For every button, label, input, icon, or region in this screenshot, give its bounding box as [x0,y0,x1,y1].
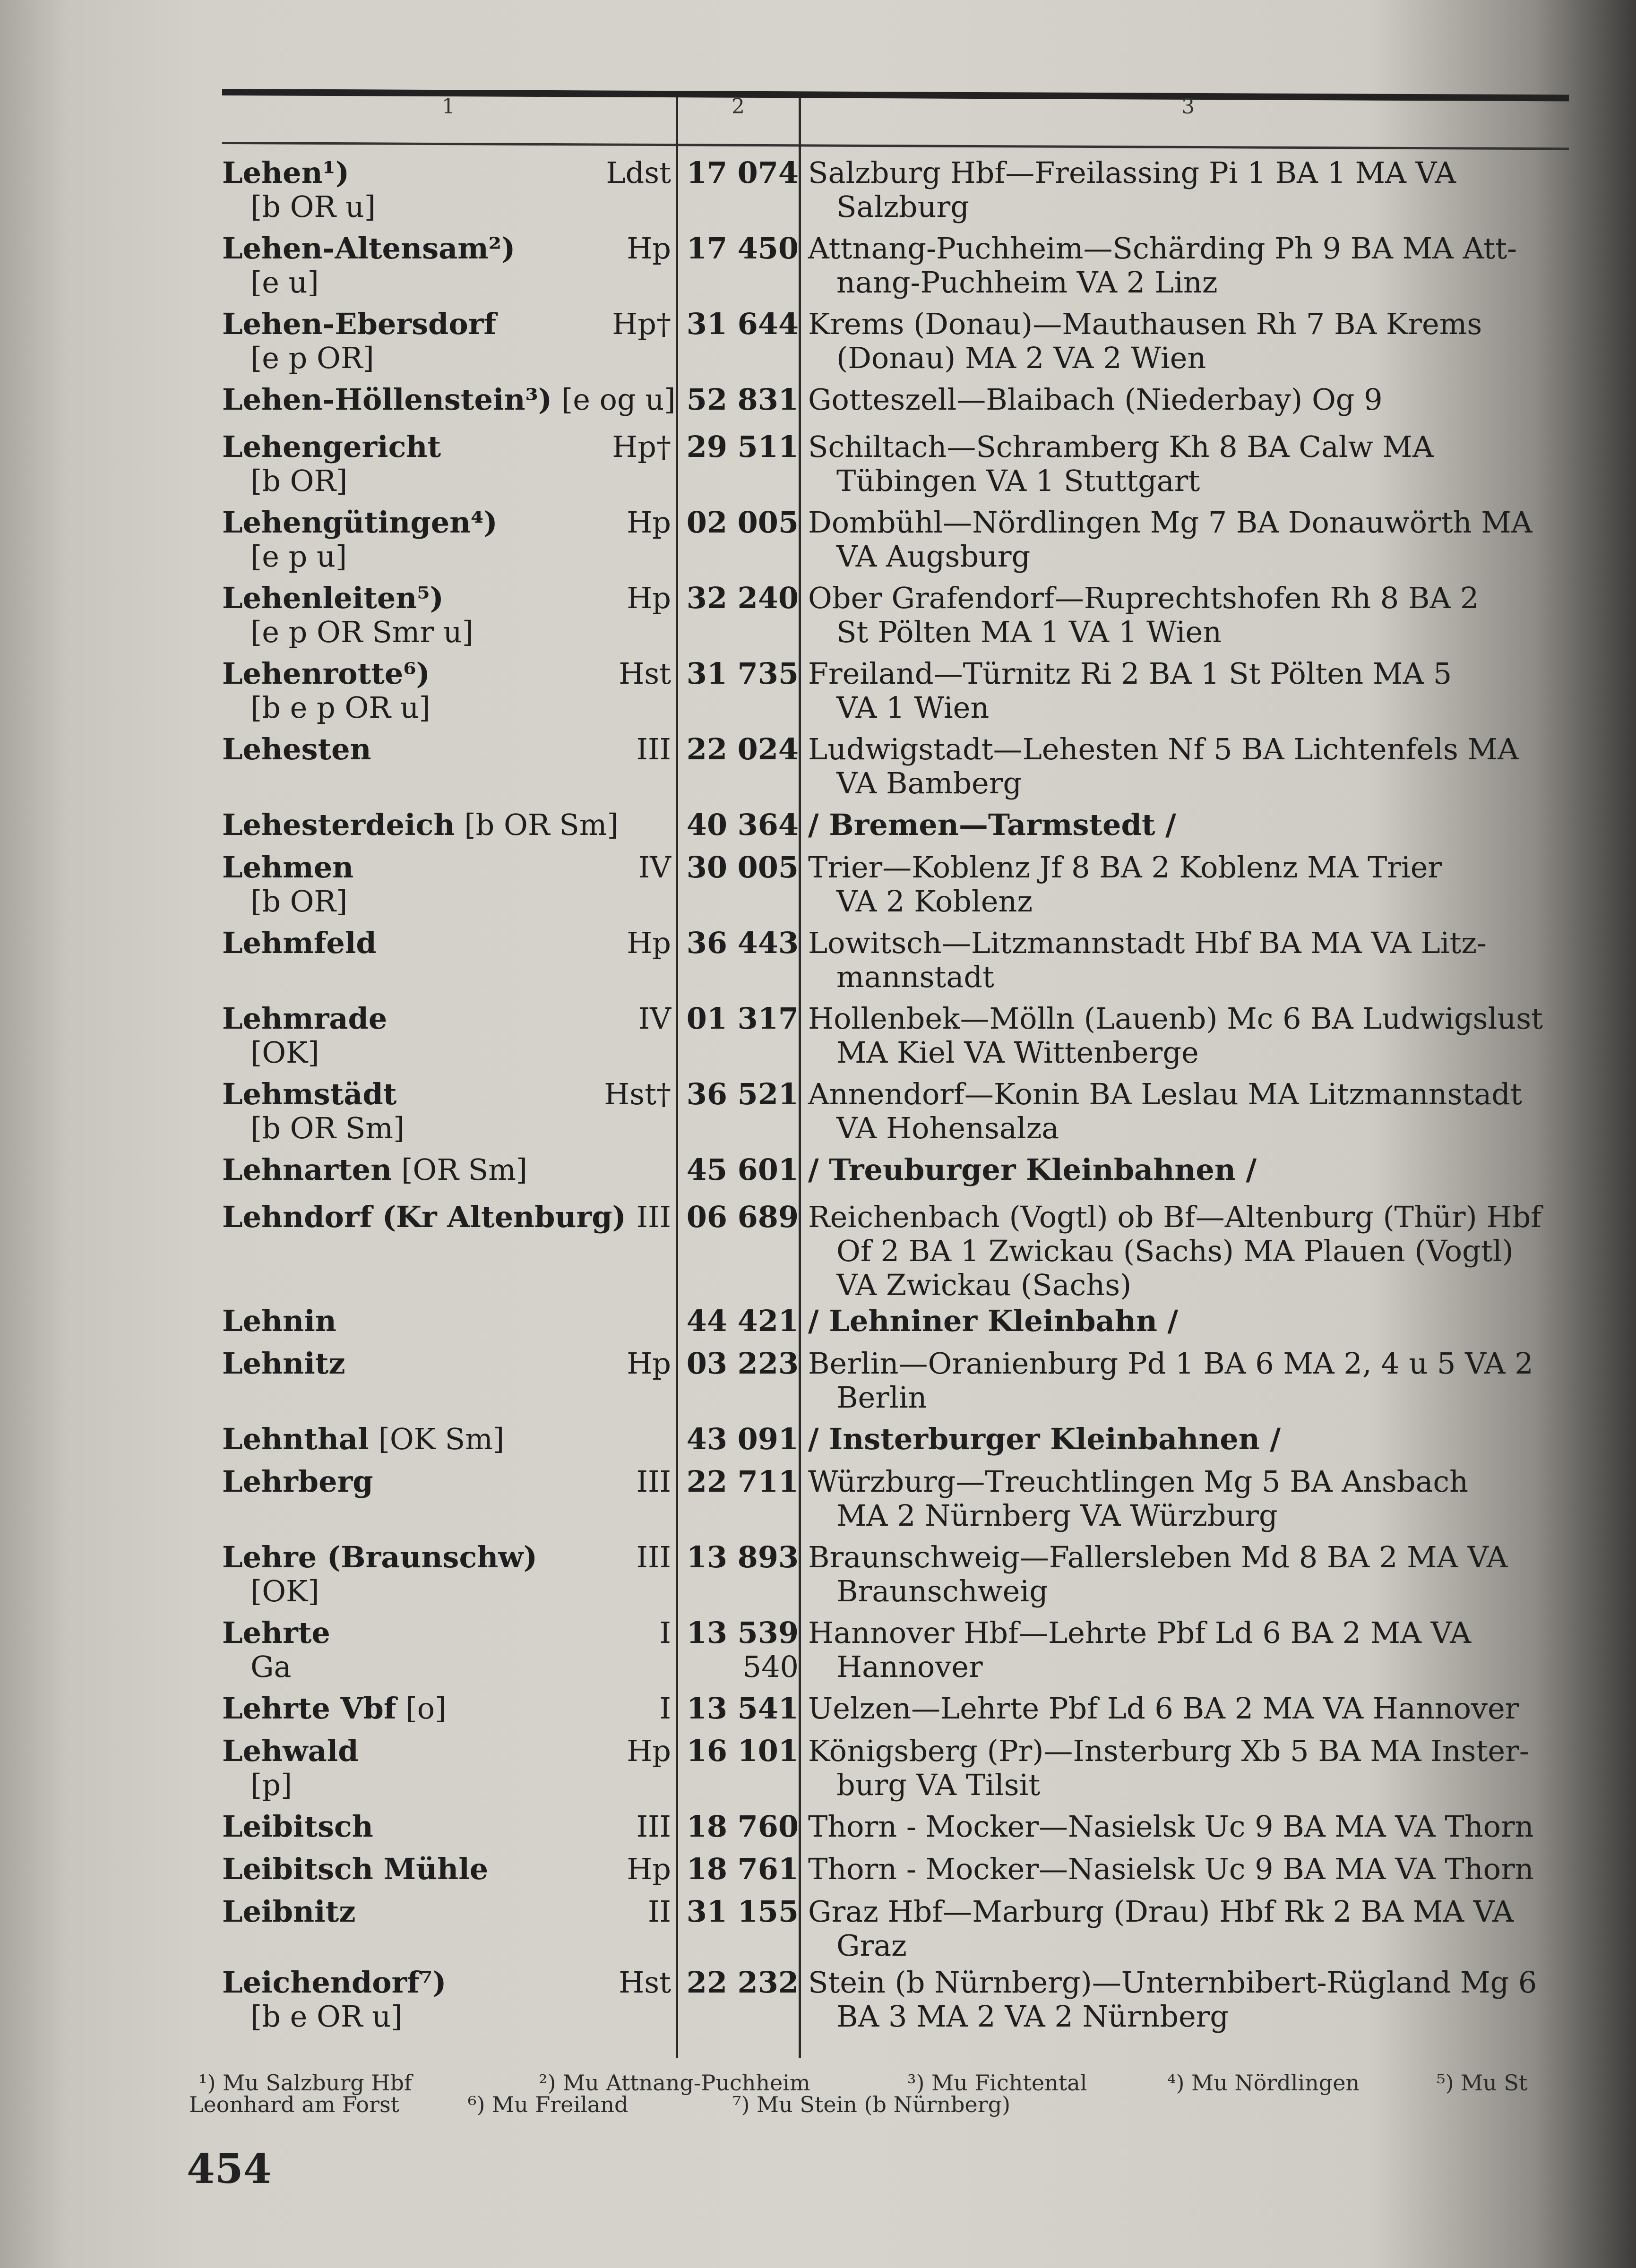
station-flags: [OK] [250,1574,319,1608]
route-line: Hannover Hbf—Lehrte Pbf Ld 6 BA 2 MA VA [808,1615,1472,1650]
footnote-1: ¹) Mu Salzburg Hbf [198,2070,412,2096]
route-line-cont: VA 2 Koblenz [836,884,1033,919]
station-flags: Ga [250,1649,292,1684]
station-class: Hp [627,581,671,615]
station-name: Lehndorf (Kr Altenburg) [222,1200,626,1234]
route-line: / Insterburger Kleinbahnen / [808,1422,1281,1456]
station-name: Lehnthal [222,1422,369,1456]
station-flags: [e p OR Smr u] [250,615,474,649]
station-name: Lehwald [222,1734,359,1768]
station-flags: [b OR Sm] [464,808,619,842]
station-class: I [659,1691,671,1726]
route-line-cont: VA Hohensalza [836,1111,1059,1145]
station-flags: [b OR u] [250,189,376,224]
footnote-6: ⁶) Mu Freiland [468,2092,629,2117]
route-line-cont: (Donau) MA 2 VA 2 Wien [836,341,1206,375]
route-line: Freiland—Türnitz Ri 2 BA 1 St Pölten MA 5 [808,656,1452,691]
station-number: 18 761 [686,1852,799,1886]
route-line: Schiltach—Schramberg Kh 8 BA Calw MA [808,430,1434,464]
station-flags: [b e OR u] [250,1999,403,2034]
station-class: Hp [627,926,671,960]
route-line-cont: Salzburg [836,189,969,224]
station-list [189,156,1559,2046]
station-class: Hst [619,656,671,691]
station-name: Lehesterdeich [222,808,455,842]
station-number: 22 232 [686,1965,799,2000]
footnote-5: ⁵) Mu St [1437,2070,1528,2096]
route-line-cont: VA 1 Wien [836,690,990,725]
station-number: 31 644 [686,307,799,341]
station-number: 31 735 [686,656,799,691]
station-name: Lehen-Altensam²) [222,231,516,266]
route-line: Königsberg (Pr)—Insterburg Xb 5 BA MA Inster- [808,1734,1529,1768]
station-name: Lehesten [222,732,371,766]
station-number: 43 091 [686,1422,799,1456]
station-flags: [e p OR] [250,341,374,375]
route-line: Würzburg—Treuchtlingen Mg 5 BA Ansbach [808,1464,1469,1499]
station-flags: [e p u] [250,539,347,574]
route-line-cont: BA 3 MA 2 VA 2 Nürnberg [836,1999,1229,2034]
station-number: 18 760 [686,1809,799,1844]
station-name: Lehenleiten⁵) [222,581,444,615]
station-name: Lehen-Ebersdorf [222,307,497,341]
route-line: / Lehniner Kleinbahn / [808,1304,1179,1338]
station-class: Hp† [612,430,671,464]
station-flags: [e u] [250,265,319,300]
route-line-cont: Berlin [836,1380,927,1415]
station-number-2: 540 [742,1649,799,1684]
station-name: Lehmstädt [222,1077,397,1111]
route-line-cont: burg VA Tilsit [836,1768,1041,1802]
route-line: Uelzen—Lehrte Pbf Ld 6 BA 2 MA VA Hannover [808,1691,1519,1726]
station-name: Leibitsch Mühle [222,1852,489,1886]
station-flags: [OK] [250,1035,319,1070]
route-line-cont: Hannover [836,1649,983,1684]
station-flags: [b OR] [250,884,348,919]
station-class: Hp [627,231,671,266]
route-line: / Treuburger Kleinbahnen / [808,1152,1257,1187]
header-rule [222,89,1569,101]
station-flags: [b OR] [250,464,348,498]
station-class: III [636,1464,671,1499]
station-name: Lehen-Höllenstein³) [222,382,552,417]
station-name: Leibnitz [222,1894,356,1929]
route-line-cont: VA Zwickau (Sachs) [836,1268,1132,1302]
station-number: 22 024 [686,732,799,766]
station-name: Lehmrade [222,1001,387,1036]
route-line-cont: St Pölten MA 1 VA 1 Wien [836,615,1222,649]
station-number: 13 893 [686,1540,799,1574]
station-flags: [p] [250,1768,293,1802]
station-class: III [636,1200,671,1234]
station-class: III [636,732,671,766]
station-flags: [e og u] [561,382,676,417]
station-class: II [648,1894,671,1929]
station-number: 13 539 [686,1615,799,1650]
footnote-3: ³) Mu Fichtental [907,2070,1087,2096]
station-name: Lehen¹) [222,155,350,190]
footnote-7: ⁷) Mu Stein (b Nürnberg) [732,2092,1011,2117]
route-line: Annendorf—Konin BA Leslau MA Litzmannstadt [808,1077,1522,1111]
station-flags: [o] [405,1691,447,1726]
column-1-header: 1 [442,94,455,119]
station-class: IV [638,1001,671,1036]
station-number: 45 601 [686,1152,799,1187]
route-line: Trier—Koblenz Jf 8 BA 2 Koblenz MA Trier [808,850,1442,885]
station-number: 06 689 [686,1200,799,1234]
station-number: 22 711 [686,1464,799,1499]
route-line-cont: MA Kiel VA Wittenberge [836,1035,1199,1070]
route-line: Ludwigstadt—Lehesten Nf 5 BA Lichtenfels MA [808,732,1519,766]
route-line: Hollenbek—Mölln (Lauenb) Mc 6 BA Ludwigslust [808,1001,1543,1036]
station-class: Hp† [612,307,671,341]
column-2-header: 2 [732,94,745,119]
station-number: 36 443 [686,926,799,960]
route-line: Lowitsch—Litzmannstadt Hbf BA MA VA Litz- [808,926,1487,960]
station-class: III [636,1809,671,1844]
column-3-header: 3 [1181,94,1195,119]
station-name: Lehrte Vbf [222,1691,396,1726]
station-name: Leibitsch [222,1809,373,1844]
station-number: 40 364 [686,808,799,842]
station-number: 32 240 [686,581,799,615]
route-line: Dombühl—Nördlingen Mg 7 BA Donauwörth MA [808,505,1533,540]
route-line-cont: Tübingen VA 1 Stuttgart [836,464,1200,498]
station-flags: [b OR Sm] [250,1111,405,1145]
route-line-cont: nang-Puchheim VA 2 Linz [836,265,1218,300]
station-number: 16 101 [686,1734,799,1768]
route-line: Stein (b Nürnberg)—Unternbibert-Rügland Mg 6 [808,1965,1537,2000]
station-number: 44 421 [686,1304,799,1338]
station-name: Lehnitz [222,1346,345,1381]
route-line-cont: Graz [836,1928,907,1963]
station-number: 31 155 [686,1894,799,1929]
route-line-cont: VA Augsburg [836,539,1031,574]
route-line: Ober Grafendorf—Ruprechtshofen Rh 8 BA 2 [808,581,1479,615]
route-line-cont: Of 2 BA 1 Zwickau (Sachs) MA Plauen (Vogtl) [836,1234,1514,1268]
station-number: 03 223 [686,1346,799,1381]
station-number: 17 450 [686,231,799,266]
station-number: 17 074 [686,155,799,190]
station-number: 30 005 [686,850,799,885]
route-line: Thorn - Mocker—Nasielsk Uc 9 BA MA VA Thorn [808,1852,1534,1886]
route-line-cont: MA 2 Nürnberg VA Würzburg [836,1498,1278,1533]
station-class: Hst† [604,1077,671,1111]
station-class: Hp [627,1346,671,1381]
footnote-5-cont: Leonhard am Forst [189,2092,400,2117]
route-line: Graz Hbf—Marburg (Drau) Hbf Rk 2 BA MA VA [808,1894,1514,1929]
station-number: 52 831 [686,382,799,417]
station-flags: [b e p OR u] [250,690,431,725]
station-name: Lehnin [222,1304,336,1338]
station-name: Lehmen [222,850,354,885]
station-number: 02 005 [686,505,799,540]
route-line: Attnang-Puchheim—Schärding Ph 9 BA MA Att- [808,231,1517,266]
station-name: Lehrte [222,1615,330,1650]
route-line: Thorn - Mocker—Nasielsk Uc 9 BA MA VA Thorn [808,1809,1534,1844]
station-number: 13 541 [686,1691,799,1726]
station-name: Lehengütingen⁴) [222,505,498,540]
route-line-cont: Braunschweig [836,1574,1048,1608]
station-number: 36 521 [686,1077,799,1111]
footnote-4: ⁴) Mu Nördlingen [1167,2070,1360,2096]
route-line: Gotteszell—Blaibach (Niederbay) Og 9 [808,382,1383,417]
page-number: 454 [187,2145,272,2193]
station-name: Lehmfeld [222,926,377,960]
station-number: 01 317 [686,1001,799,1036]
station-class: Hp [627,1852,671,1886]
station-class: Ldst [606,155,671,190]
route-line: Krems (Donau)—Mauthausen Rh 7 BA Krems [808,307,1482,341]
station-flags: [OR Sm] [401,1152,528,1187]
station-name: Lehre (Braunschw) [222,1540,537,1574]
route-line-cont: VA Bamberg [836,766,1022,800]
station-flags: [OK Sm] [378,1422,505,1456]
route-line: / Bremen—Tarmstedt / [808,808,1176,842]
station-class: IV [638,850,671,885]
route-line: Salzburg Hbf—Freilassing Pi 1 BA 1 MA VA [808,155,1456,190]
route-line-cont: mannstadt [836,960,994,994]
route-line: Reichenbach (Vogtl) ob Bf—Altenburg (Thür) Hbf [808,1200,1542,1234]
station-class: Hp [627,1734,671,1768]
station-class: I [659,1615,671,1650]
footnote-2: ²) Mu Attnang-Puchheim [539,2070,810,2096]
station-name: Lehenrotte⁶) [222,656,430,691]
station-name: Leichendorf⁷) [222,1965,447,2000]
route-line: Berlin—Oranienburg Pd 1 BA 6 MA 2, 4 u 5 VA 2 [808,1346,1533,1381]
station-name: Lehengericht [222,430,441,464]
station-class: Hst [619,1965,671,2000]
station-class: Hp [627,505,671,540]
station-class: III [636,1540,671,1574]
station-name: Lehrberg [222,1464,373,1499]
station-number: 29 511 [686,430,799,464]
header-underline [222,142,1569,150]
route-line: Braunschweig—Fallersleben Md 8 BA 2 MA VA [808,1540,1508,1574]
station-name: Lehnarten [222,1152,392,1187]
